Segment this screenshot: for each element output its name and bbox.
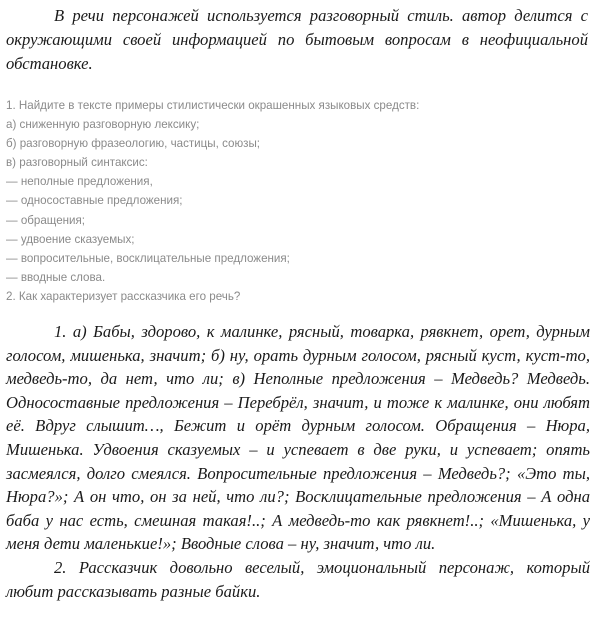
answer-block <box>6 320 590 603</box>
task-line: — односоставные предложения; <box>6 194 183 208</box>
task-line: 2. Как характеризует рассказчика его речь? <box>6 289 241 303</box>
task-line: — неполные предложения, <box>6 175 153 189</box>
intro-paragraph: В речи персонажей используется разговорный стиль. автор делится с окружающими своей информацией по бытовым вопросам в неофициальной обстановке. <box>6 6 588 73</box>
task-line: в) разговорный синтаксис: <box>6 156 148 170</box>
task-line: б) разговорную фразеологию, частицы, союзы; <box>6 137 261 151</box>
task-line: 1. Найдите в тексте примеры стилистически окрашенных языковых средств: <box>6 99 420 112</box>
task-list <box>6 96 588 306</box>
task-line: — вводные слова. <box>6 270 106 284</box>
task-line: а) сниженную разговорную лексику; <box>6 118 200 132</box>
task-line: — вопросительные, восклицательные предложения; <box>6 251 290 265</box>
answer-paragraph-2: 2. Рассказчик довольно веселый, эмоциональный персонаж, который любит рассказывать разные байки. <box>6 557 590 601</box>
task-line: — удвоение сказуемых; <box>6 232 135 246</box>
answer-paragraph-1: 1. а) Бабы, здорово, к малинке, рясный, товарка, рявкнет, орет, дурным голосом, мишенька, значит; б) ну, орать дурным голосом, рясный куст, куст-то, медведь-то, да нет, что ли; в) Неполные предложения – Медведь? Медведь. Односоставные предложения – Перебрёл, значит, и тоже к малинке, они любят её. Вдруг слышит…, Бежит и орёт дурным голосом. Обращения – Нюра, Мишенька. Удвоения сказуемых – и успевает в две руки, и успевает; опять засмеялся, долго смеялся. Вопросительные предложения – Медведь?; «Это ты, Нюра?»; А он что, он за ней, что ли?; Восклицательные предложения – А одна баба у нас есть, смешная такая!..; А медведь-то как рявкнет!..; «Мишенька, у меня дети маленькие!»; Вводные слова – ну, значит, что ли. <box>6 322 590 554</box>
task-line: — обращения; <box>6 213 86 227</box>
